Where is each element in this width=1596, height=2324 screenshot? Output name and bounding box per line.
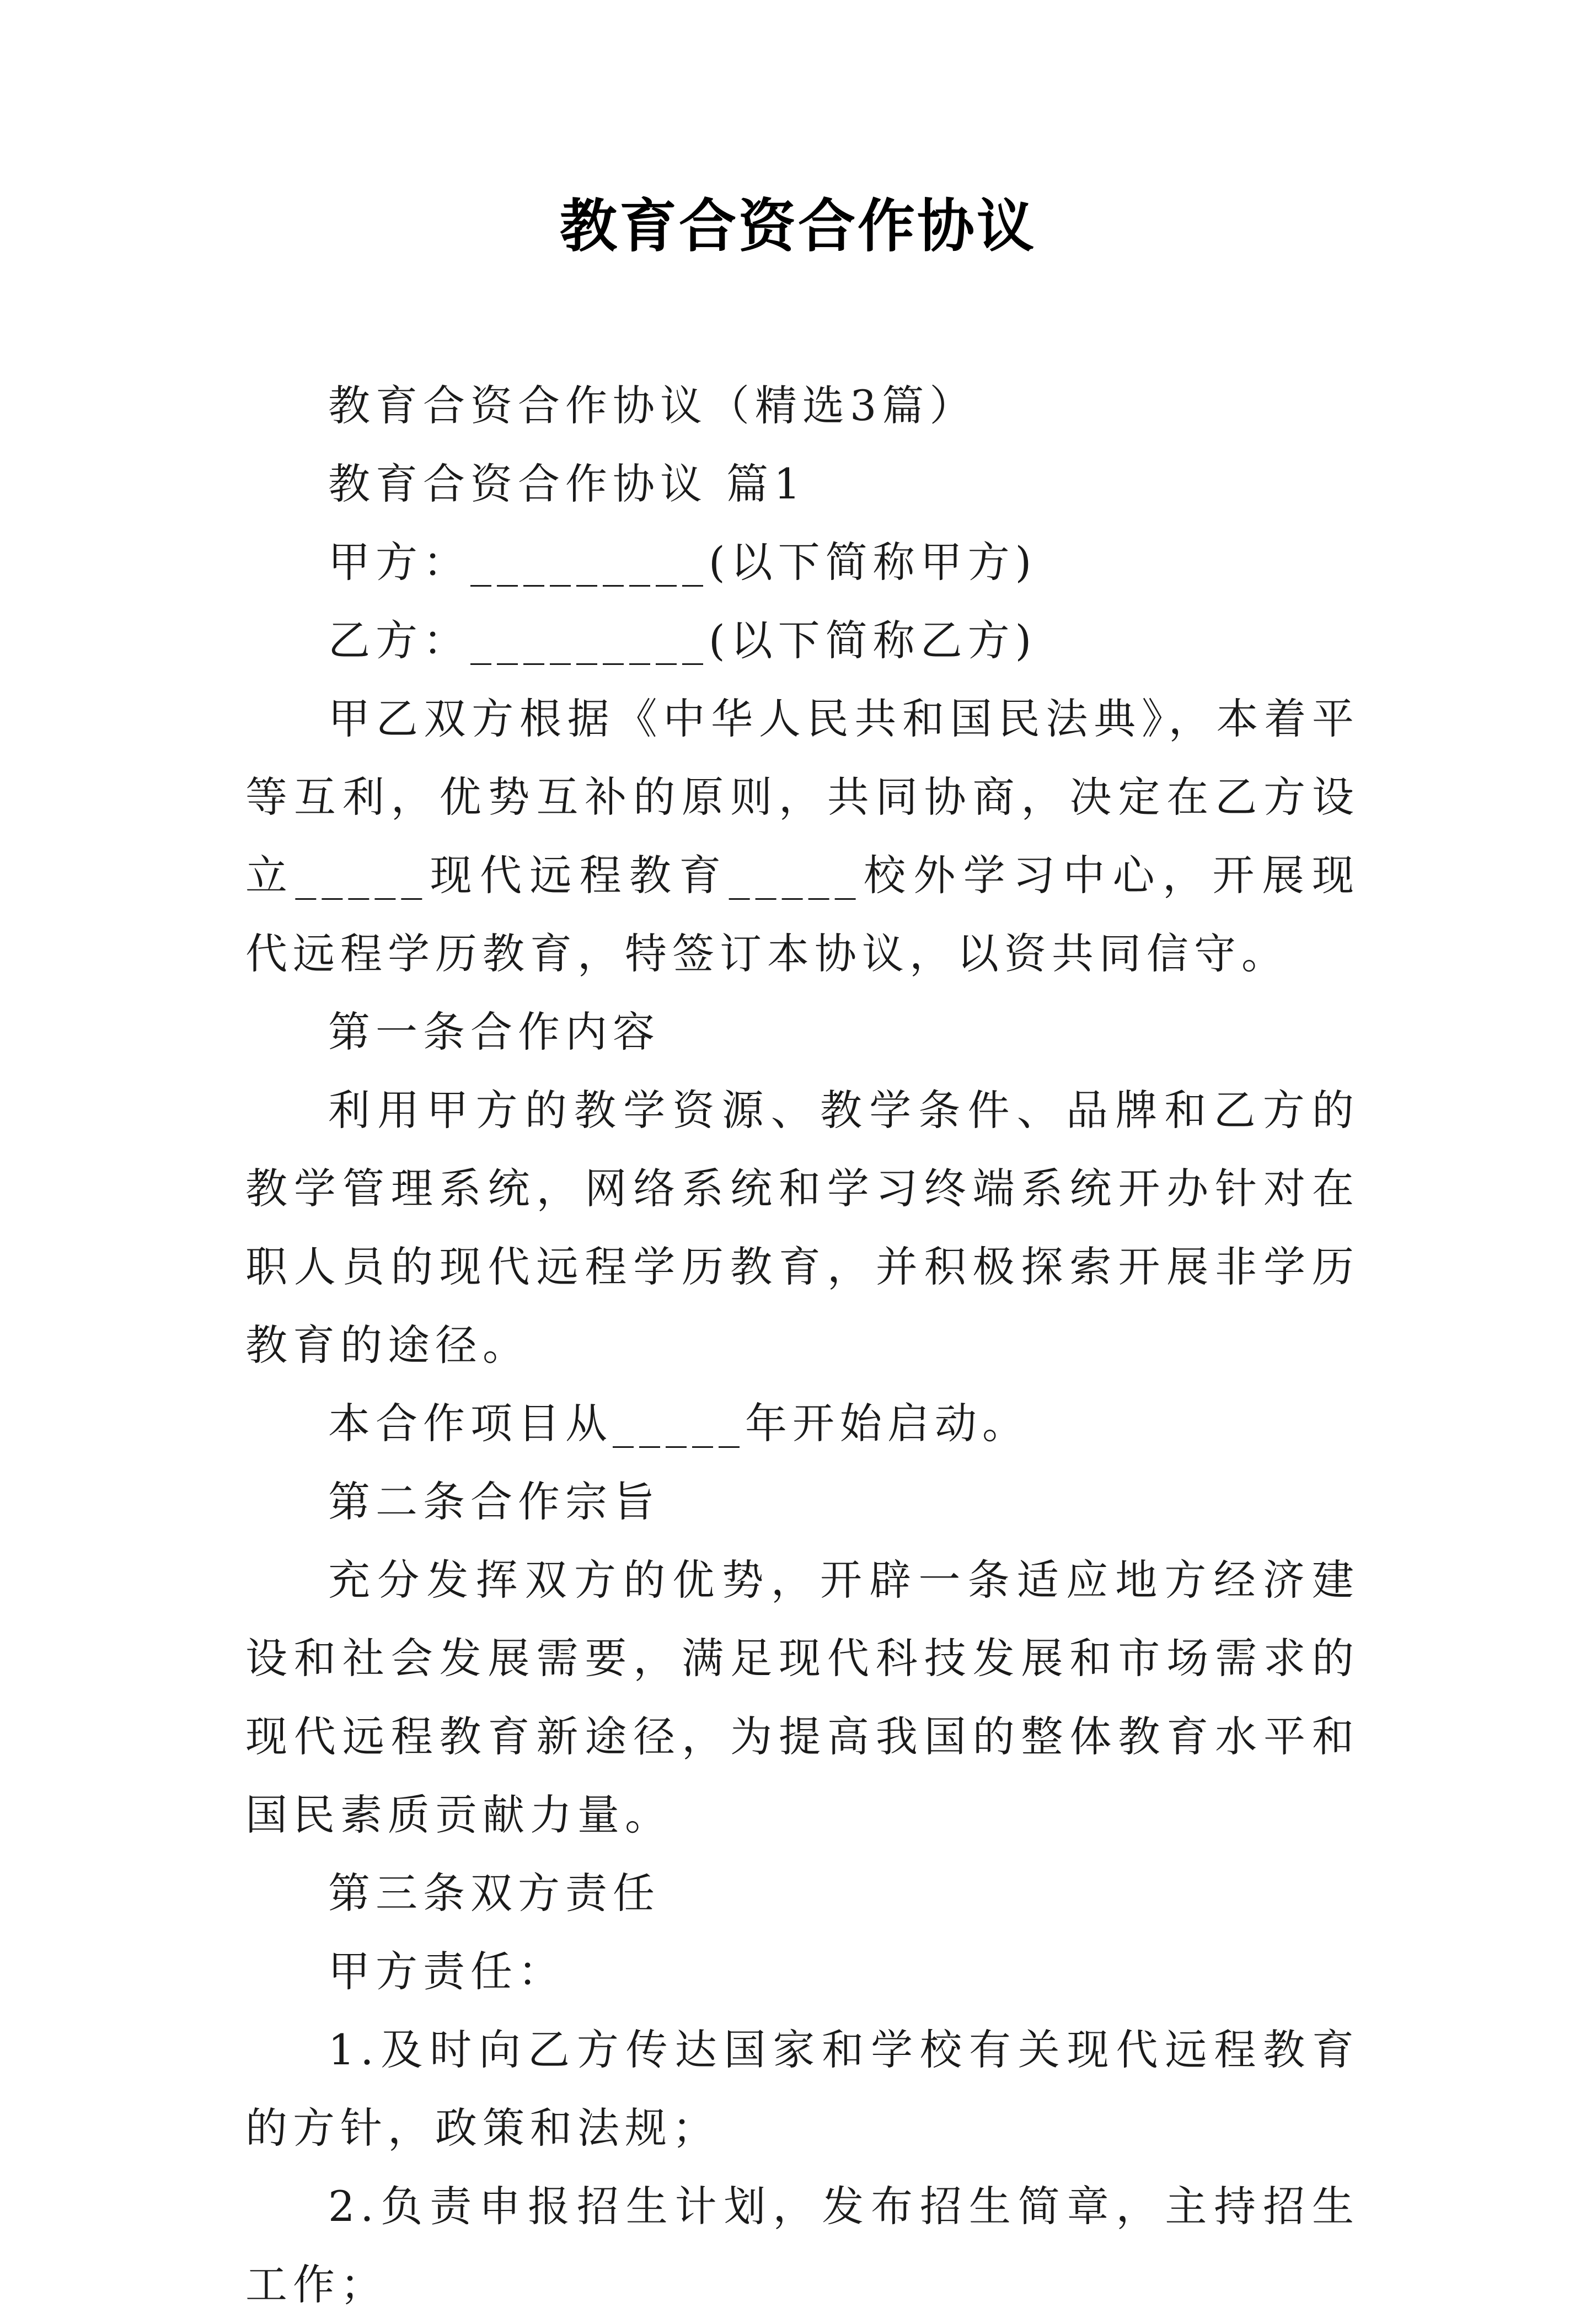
paragraph-party-a: 甲方：_________(以下简称甲方) — [328, 538, 1037, 587]
paragraph-duty-1: 1.及时向乙方传达国家和学校有关现代远程教育的方针，政策和法规； — [245, 2025, 1359, 2153]
paragraph-article-3-heading: 第三条双方责任 — [328, 1869, 660, 1918]
paragraph-party-b: 乙方：_________(以下简称乙方) — [328, 616, 1037, 665]
paragraph-section-heading: 教育合资合作协议 篇1 — [328, 459, 806, 508]
paragraph-article-1-body: 利用甲方的教学资源、教学条件、品牌和乙方的教学管理系统，网络系统和学习终端系统开办针对在职人员的现代远程学历教育，并积极探索开展非学历教育的途径。 — [245, 1086, 1359, 1370]
paragraph-article-2-heading: 第二条合作宗旨 — [328, 1477, 660, 1526]
document-body — [245, 367, 1359, 2324]
paragraph-preamble: 甲乙双方根据《中华人民共和国民法典》，本着平等互利，优势互补的原则，共同协商，决定在乙方设立_____现代远程教育_____校外学习中心，开展现代远程学历教育，特签订本协议，以资共同信守。 — [245, 694, 1359, 978]
paragraph-article-1-heading: 第一条合作内容 — [328, 1007, 660, 1056]
paragraph-article-2-body: 充分发挥双方的优势，开辟一条适应地方经济建设和社会发展需要，满足现代科技发展和市场需求的现代远程教育新途径，为提高我国的整体教育水平和国民素质贡献力量。 — [245, 1555, 1359, 1839]
paragraph-start-year: 本合作项目从_____年开始启动。 — [328, 1399, 1030, 1448]
document-title: 教育合资合作协议 — [559, 192, 1036, 260]
paragraph-duty-2: 2.负责申报招生计划，发布招生简章，主持招生工作； — [245, 2182, 1359, 2309]
paragraph-subtitle: 教育合资合作协议（精选3篇） — [328, 381, 977, 430]
paragraph-party-a-duties-heading: 甲方责任： — [328, 1947, 565, 1996]
